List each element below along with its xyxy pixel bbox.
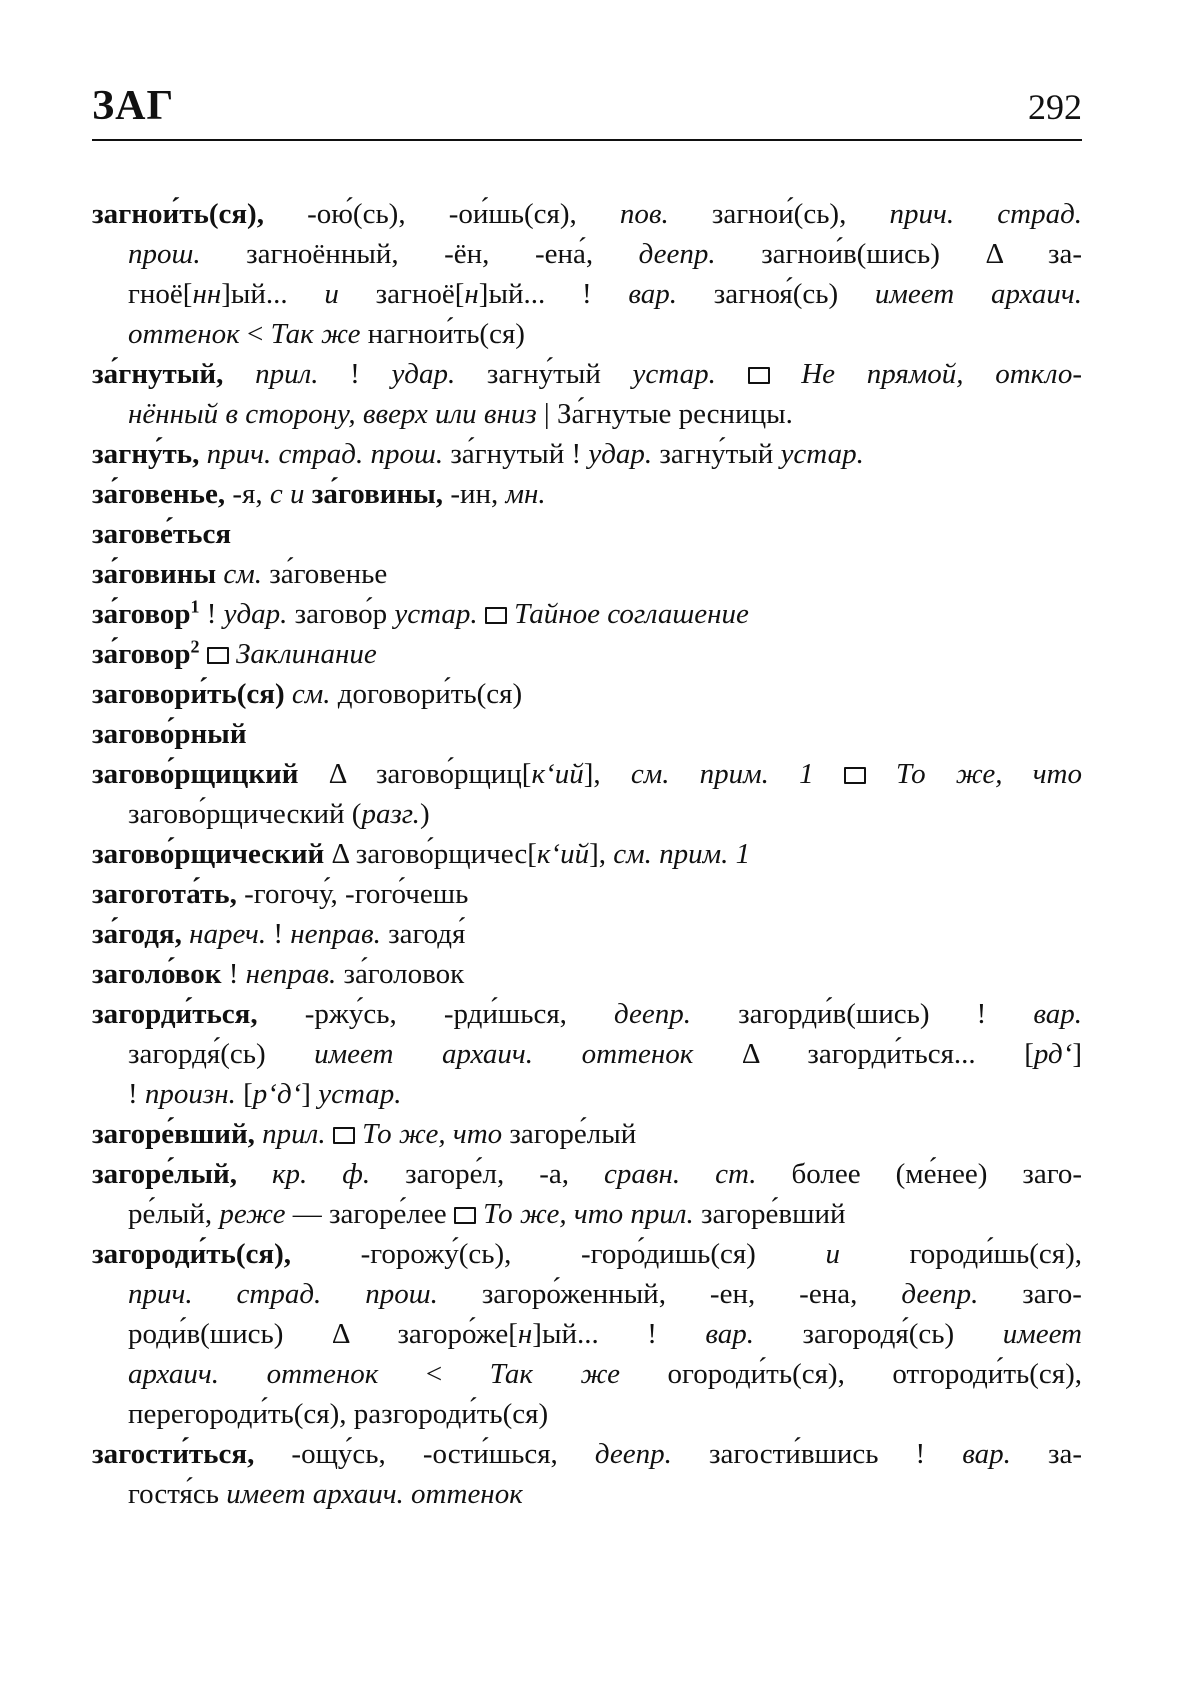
entry-text: загоре́л, -а,	[370, 1158, 604, 1190]
entry-text: !	[318, 358, 392, 390]
label-italic: Так же	[270, 318, 361, 350]
label-italic: оттенок	[128, 318, 240, 350]
label-italic: н	[517, 1318, 533, 1350]
entry-text: !	[221, 958, 246, 990]
entry-headline	[92, 554, 1082, 594]
headword: заголо́вок	[92, 958, 222, 990]
entry-headline	[92, 354, 1082, 394]
entry-text	[770, 358, 802, 390]
label-italic: сравн. ст.	[603, 1158, 757, 1190]
dictionary-entry	[92, 474, 1082, 514]
dictionary-entry	[92, 1434, 1082, 1514]
label-italic: см.	[216, 558, 262, 590]
entry-headline	[92, 914, 1082, 954]
entry-headline	[92, 1114, 1082, 1154]
entry-text: — загоре́лее	[285, 1198, 454, 1230]
label-italic: имеет	[1002, 1318, 1082, 1350]
entry-text: более (ме́нее) заго-	[756, 1158, 1082, 1190]
label-italic: с и	[269, 478, 305, 510]
entry-text: городи́шь(ся),	[839, 1238, 1082, 1270]
label-italic: имеет архаич.	[874, 278, 1082, 310]
definition-box-icon	[207, 647, 229, 664]
headword: загорди́ться,	[92, 998, 258, 1030]
label-italic: и	[324, 278, 339, 310]
label-italic: Так же	[489, 1358, 620, 1390]
headword: загоре́лый,	[92, 1158, 237, 1190]
entry-text: роди́в(шись) Δ загоро́же[	[128, 1318, 518, 1350]
headword: за́говенье,	[92, 478, 226, 510]
headword: за́гнутый,	[92, 358, 224, 390]
label-italic: см. прим. 1	[630, 758, 814, 790]
label-italic: деепр.	[901, 1278, 979, 1310]
label-italic: прил.	[254, 1118, 326, 1150]
label-italic: произн.	[144, 1078, 236, 1110]
entry-text: загово́р	[287, 598, 395, 630]
entry-continuation-line	[92, 274, 1082, 314]
entry-text: договори́ть(ся)	[330, 678, 523, 710]
label-italic: прич. страд. прош.	[199, 438, 444, 470]
entry-continuation-line	[92, 794, 1082, 834]
entry-text: загоре́вший	[693, 1198, 846, 1230]
entry-text: загноя́(сь)	[677, 278, 875, 310]
entry-continuation-line	[92, 1074, 1082, 1114]
headword: за́говины	[92, 558, 217, 590]
label-italic: н	[464, 278, 479, 310]
entry-headline	[92, 194, 1082, 234]
dictionary-entry	[92, 914, 1082, 954]
headword: за́говор	[92, 598, 191, 630]
definition-box-icon	[748, 367, 770, 384]
entry-text: загоро́женный, -ен, -ена,	[437, 1278, 902, 1310]
entry-headline	[92, 594, 1082, 634]
entry-text: ]ый...	[221, 278, 325, 310]
entry-text: загоре́лый	[502, 1118, 637, 1150]
homonym-index: 2	[190, 636, 200, 657]
definition-box-icon	[454, 1207, 476, 1224]
entry-text: загну́тый	[455, 358, 633, 390]
headword: за́говор	[92, 638, 191, 670]
dictionary-entry	[92, 874, 1082, 914]
entry-text: перегороди́ть(ся), разгороди́ть(ся)	[128, 1398, 549, 1430]
entry-text: за-	[1010, 1438, 1082, 1470]
entry-text: за́гнутый !	[443, 438, 589, 470]
label-italic: То же, что прил.	[483, 1198, 694, 1230]
entry-continuation-line	[92, 1194, 1082, 1234]
entry-text: -гогочу́, -гого́чешь	[236, 878, 469, 910]
entry-continuation-line	[92, 1354, 1082, 1394]
dictionary-entry	[92, 554, 1082, 594]
entry-headline	[92, 1234, 1082, 1274]
page-number: 292	[1028, 87, 1082, 127]
label-italic: вар.	[1033, 998, 1082, 1030]
headword: загово́рный	[92, 718, 247, 750]
label-italic: рдʻ	[1033, 1038, 1073, 1070]
label-italic: имеет архаич. оттенок	[314, 1038, 694, 1070]
homonym-index: 1	[190, 596, 200, 617]
dictionary-entry	[92, 994, 1082, 1114]
label-italic: пов.	[619, 198, 669, 230]
entry-headline	[92, 674, 1082, 714]
entry-text: !	[199, 598, 224, 630]
entry-text: огороди́ть(ся), отгороди́ть(ся),	[619, 1358, 1082, 1390]
headword: за́говины,	[311, 478, 444, 510]
entry-text: гноё[	[128, 278, 193, 310]
entry-headline	[92, 434, 1082, 474]
label-italic: удар.	[588, 438, 653, 470]
headword: загово́рщический	[92, 838, 325, 870]
label-italic: архаич. оттенок	[128, 1358, 379, 1390]
entry-headline	[92, 514, 1082, 554]
entry-text: | За́гнутые ресницы.	[536, 398, 793, 430]
label-italic: устар.	[318, 1078, 402, 1110]
entry-headline	[92, 874, 1082, 914]
label-italic: деепр.	[614, 998, 692, 1030]
entry-text: ],	[589, 838, 614, 870]
entry-text	[326, 1118, 333, 1150]
entry-text	[355, 1118, 362, 1150]
entry-text	[478, 598, 485, 630]
label-italic: рʻдʻ	[252, 1078, 302, 1110]
entry-continuation-line	[92, 314, 1082, 354]
headword: загоре́вший,	[92, 1118, 255, 1150]
label-italic: деепр.	[638, 238, 716, 270]
entry-text: )	[419, 798, 430, 830]
headword: заговори́ть(ся)	[92, 678, 285, 710]
label-italic: неправ.	[245, 958, 337, 990]
label-italic: вар.	[962, 1438, 1011, 1470]
entry-continuation-line	[92, 234, 1082, 274]
entry-text: загодя́	[380, 918, 466, 950]
dictionary-entry	[92, 194, 1082, 354]
entry-text: -я,	[225, 478, 270, 510]
entry-text: -ржу́сь, -рди́шься,	[257, 998, 615, 1030]
dictionary-entry	[92, 834, 1082, 874]
entry-text: загородя́(сь)	[754, 1318, 1003, 1350]
label-italic: мн.	[505, 478, 546, 510]
dictionary-entry	[92, 354, 1082, 434]
entry-text: загнои́в(шись) Δ за-	[715, 238, 1082, 270]
entry-text: ],	[583, 758, 631, 790]
entry-continuation-line	[92, 1474, 1082, 1514]
label-italic: нённый в сторону, вверх или вниз	[128, 398, 537, 430]
headword: загово́рщицкий	[92, 758, 299, 790]
definition-box-icon	[844, 767, 866, 784]
entry-headline	[92, 634, 1082, 674]
label-italic: неправ.	[290, 918, 381, 950]
label-italic: удар.	[391, 358, 456, 390]
entry-continuation-line	[92, 1274, 1082, 1314]
label-italic: прич. страд.	[889, 198, 1082, 230]
entry-text: гостя́сь	[128, 1478, 227, 1510]
dictionary-entry	[92, 714, 1082, 754]
label-italic: кʻий	[536, 838, 590, 870]
entry-text	[476, 1198, 483, 1230]
entry-text: загноённый, -ён, -ена́,	[200, 238, 639, 270]
label-italic: Заклинание	[235, 638, 377, 670]
headword: загороди́ть(ся),	[92, 1238, 291, 1270]
entry-text: ]ый... !	[532, 1318, 706, 1350]
entry-text: Δ загово́рщиц[	[298, 758, 532, 790]
label-italic: нн	[192, 278, 222, 310]
dictionary-entry	[92, 754, 1082, 834]
entry-text	[866, 758, 896, 790]
entry-text: -ощу́сь, -ости́шься,	[254, 1438, 595, 1470]
entry-text: !	[128, 1078, 145, 1110]
entry-text	[229, 638, 236, 670]
entry-text: за́говенье	[262, 558, 388, 590]
headword: загости́ться,	[92, 1438, 255, 1470]
label-italic: прил.	[223, 358, 319, 390]
entry-text: загости́вшись !	[671, 1438, 963, 1470]
label-italic: удар.	[223, 598, 288, 630]
entry-text: ]	[301, 1078, 319, 1110]
dictionary-entry	[92, 434, 1082, 474]
entry-text: загордя́(сь)	[128, 1038, 315, 1070]
entry-text	[814, 758, 844, 790]
label-italic: кʻий	[531, 758, 584, 790]
headword: загогота́ть,	[92, 878, 237, 910]
dictionary-entry	[92, 1154, 1082, 1234]
dictionary-entry	[92, 1114, 1082, 1154]
entry-text: загну́тый	[652, 438, 781, 470]
headword: загнои́ть(ся),	[92, 198, 264, 230]
header-guide-word: ЗАГ	[92, 83, 175, 129]
entry-headline	[92, 714, 1082, 754]
header-rule	[92, 139, 1082, 141]
entry-headline	[92, 834, 1082, 874]
entry-text: -ою́(сь), -ои́шь(ся),	[263, 198, 620, 230]
label-italic: реже	[219, 1198, 286, 1230]
label-italic: кр. ф.	[236, 1158, 371, 1190]
label-italic: см. прим. 1	[613, 838, 751, 870]
entry-text: ]ый... !	[478, 278, 629, 310]
definition-box-icon	[485, 607, 507, 624]
label-italic: имеет архаич. оттенок	[226, 1478, 523, 1510]
headword: загове́ться	[92, 518, 232, 550]
dictionary-entries	[92, 194, 1082, 1514]
label-italic: То же, что	[896, 758, 1082, 790]
label-italic: прош.	[128, 238, 201, 270]
entry-text: <	[239, 318, 271, 350]
label-italic: Тайное соглашение	[514, 598, 749, 630]
entry-text: ре́лый,	[128, 1198, 220, 1230]
dictionary-entry	[92, 514, 1082, 554]
entry-text: заго-	[978, 1278, 1082, 1310]
label-italic: вар.	[628, 278, 677, 310]
label-italic: устар.	[780, 438, 864, 470]
entry-text: загово́рщический (	[128, 798, 362, 830]
label-italic: Не прямой, откло-	[801, 358, 1082, 390]
entry-text: Δ загорди́ться... [	[693, 1038, 1034, 1070]
dictionary-entry	[92, 634, 1082, 674]
entry-text: Δ загово́рщичес[	[324, 838, 537, 870]
label-italic: и	[825, 1238, 840, 1270]
entry-text: загорди́в(шись) !	[691, 998, 1034, 1030]
entry-text	[716, 358, 748, 390]
entry-text: нагнои́ть(ся)	[360, 318, 525, 350]
entry-text: ]	[1072, 1038, 1082, 1070]
label-italic: разг.	[361, 798, 420, 830]
entry-text: -ин,	[443, 478, 506, 510]
entry-headline	[92, 1154, 1082, 1194]
entry-text: [	[235, 1078, 253, 1110]
definition-box-icon	[333, 1127, 355, 1144]
entry-headline	[92, 474, 1082, 514]
entry-text: за́головок	[336, 958, 465, 990]
label-italic: см.	[284, 678, 331, 710]
entry-headline	[92, 994, 1082, 1034]
label-italic: прич. страд. прош.	[128, 1278, 438, 1310]
label-italic: нареч.	[181, 918, 267, 950]
label-italic: То же, что	[362, 1118, 503, 1150]
entry-text	[304, 478, 311, 510]
entry-continuation-line	[92, 1314, 1082, 1354]
entry-text: загноё[	[338, 278, 465, 310]
entry-text: !	[266, 918, 291, 950]
dictionary-entry	[92, 954, 1082, 994]
entry-text	[199, 638, 206, 670]
entry-text: -горожу́(сь), -горо́дишь(ся)	[290, 1238, 826, 1270]
entry-text: загнои́(сь),	[668, 198, 890, 230]
running-header	[92, 78, 1082, 138]
headword: загну́ть,	[92, 438, 200, 470]
dictionary-entry	[92, 674, 1082, 714]
headword: за́годя,	[92, 918, 182, 950]
label-italic: вар.	[705, 1318, 755, 1350]
label-italic: устар.	[394, 598, 478, 630]
entry-continuation-line	[92, 394, 1082, 434]
dictionary-entry	[92, 1234, 1082, 1434]
entry-text: <	[378, 1358, 490, 1390]
entry-headline	[92, 1434, 1082, 1474]
dictionary-entry	[92, 594, 1082, 634]
label-italic: устар.	[632, 358, 716, 390]
entry-headline	[92, 954, 1082, 994]
label-italic: деепр.	[594, 1438, 672, 1470]
entry-continuation-line	[92, 1034, 1082, 1074]
entry-headline	[92, 754, 1082, 794]
entry-continuation-line	[92, 1394, 1082, 1434]
